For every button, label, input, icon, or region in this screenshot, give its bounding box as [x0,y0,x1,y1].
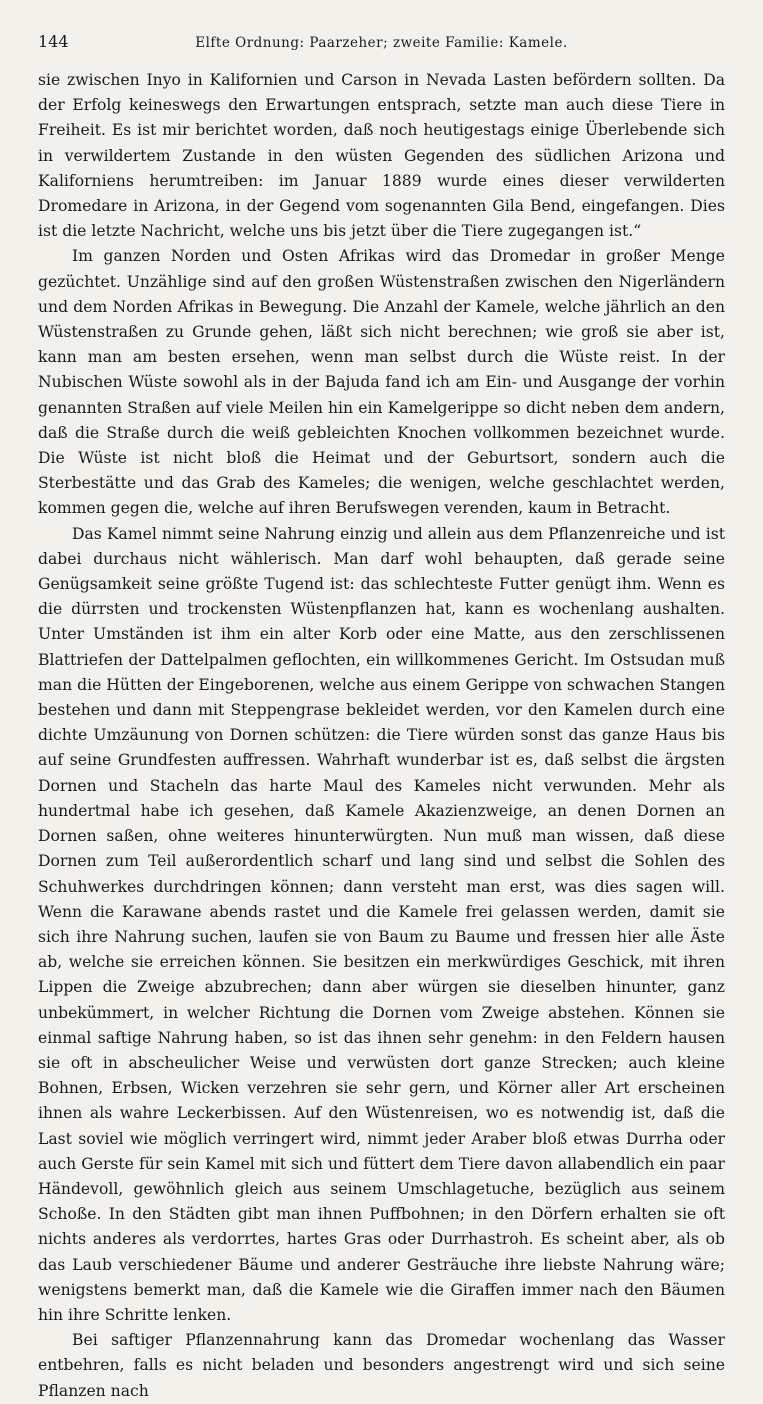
paragraph-2: Im ganzen Norden und Osten Afrikas wird das Dromedar in großer Menge gezüchtet. Unzählige sind auf den großen Wüstenstraßen zwischen den Nigerländern und dem Norden Afrikas in Bewegung. Die Anzahl der Kamele, welche jährlich an den Wüstenstraßen zu Grunde gehen, läßt sich nicht berechnen; wie groß sie aber ist, kann man am besten ersehen, wenn man selbst durch die Wüste reist. In der Nubischen Wüste sowohl als in der Bajuda fand ich am Ein- und Ausgange der vorhin genannten Straßen auf viele Meilen hin ein Kamelgerippe so dicht neben dem andern, daß die Straße durch die weiß gebleichten Knochen vollkommen bezeichnet wurde. Die Wüste ist nicht bloß die Heimat und der Geburtsort, sondern auch die Sterbestätte und das Grab des Kameles; die wenigen, welche geschlachtet werden, kommen gegen die, welche auf ihren Berufswegen verenden, kaum in Betracht. [38,247,725,518]
page-number: 144 [38,32,69,51]
paragraph-1: sie zwischen Inyo in Kalifornien und Carson in Nevada Lasten befördern sollten. Da der Erfolg keineswegs den Erwartungen entsprach, setzte man auch diese Tiere in Freiheit. Es ist mir berichtet worden, daß noch heutigestags einige Überlebende sich in verwildertem Zustande in den wüsten Gegenden des südlichen Arizona und Kaliforniens herumtreiben: im Januar 1889 wurde eines dieser verwilderten Dromedare in Arizona, in der Gegend vom sogenannten Gila Bend, eingefangen. Dies ist die letzte Nachricht, welche uns bis jetzt über die Tiere zugegangen ist.“ [38,71,725,241]
paragraph-4: Bei saftiger Pflanzennahrung kann das Dromedar wochenlang das Wasser entbehren, falls es nicht beladen und besonders angestrengt wird und sich seine Pflanzen nach [38,1331,725,1400]
running-head: Elfte Ordnung: Paarzeher; zweite Familie: Kamele. [195,35,568,51]
body-text [38,68,725,1404]
page-header [38,32,725,62]
paragraph-3: Das Kamel nimmt seine Nahrung einzig und allein aus dem Pflanzenreiche und ist dabei durchaus nicht wählerisch. Man darf wohl behaupten, daß gerade seine Genügsamkeit seine größte Tugend ist: das schlechteste Futter genügt ihm. Wenn es die dürrsten und trockensten Wüstenpflanzen hat, kann es wochenlang aushalten. Unter Umständen ist ihm ein alter Korb oder eine Matte, aus den zerschlissenen Blattriefen der Dattelpalmen geflochten, ein willkommenes Gericht. Im Ostsudan muß man die Hütten der Eingeborenen, welche aus einem Gerippe von schwachen Stangen bestehen und dann mit Steppengrase bekleidet werden, vor den Kamelen durch eine dichte Umzäunung von Dornen schützen: die Tiere würden sonst das ganze Haus bis auf seine Grundfesten auffressen. Wahrhaft wunderbar ist es, daß selbst die ärgsten Dornen und Stacheln das harte Maul des Kameles nicht verwunden. Mehr als hundertmal habe ich gesehen, daß Kamele Akazienzweige, an denen Dornen an Dornen saßen, ohne weiteres hinunterwürgten. Nun muß man wissen, daß diese Dornen zum Teil außerordentlich scharf und lang sind und selbst die Sohlen des Schuhwerkes durchdringen können; dann versteht man erst, was dies sagen will. Wenn die Karawane abends rastet und die Kamele frei gelassen werden, damit sie sich ihre Nahrung suchen, laufen sie von Baum zu Baume und fressen hier alle Äste ab, welche sie erreichen können. Sie besitzen ein merkwürdiges Geschick, mit ihren Lippen die Zweige abzubrechen; dann aber würgen sie dieselben hinunter, ganz unbekümmert, in welcher Richtung die Dornen vom Zweige abstehen. Können sie einmal saftige Nahrung haben, so ist das ihnen sehr genehm: in den Feldern hausen sie oft in abscheulicher Weise und verwüsten dort ganze Strecken; auch kleine Bohnen, Erbsen, Wicken verzehren sie sehr gern, und Körner aller Art erscheinen ihnen als wahre Leckerbissen. Auf den Wüstenreisen, wo es notwendig ist, daß die Last soviel wie möglich verringert wird, nimmt jeder Araber bloß etwas Durrha oder auch Gerste für sein Kamel mit sich und füttert dem Tiere davon allabendlich ein paar Händevoll, gewöhnlich gleich aus seinem Umschlagetuche, bezüglich aus seinem Schoße. In den Städten gibt man ihnen Puffbohnen; in den Dörfern erhalten sie oft nichts anderes als verdorrtes, hartes Gras oder Durrhastroh. Es scheint aber, als ob das Laub verschiedener Bäume und anderer Gesträuche ihre liebste Nahrung wäre; wenigstens bemerkt man, daß die Kamele wie die Giraffen immer nach den Bäumen hin ihre Schritte lenken. [38,524,725,1324]
